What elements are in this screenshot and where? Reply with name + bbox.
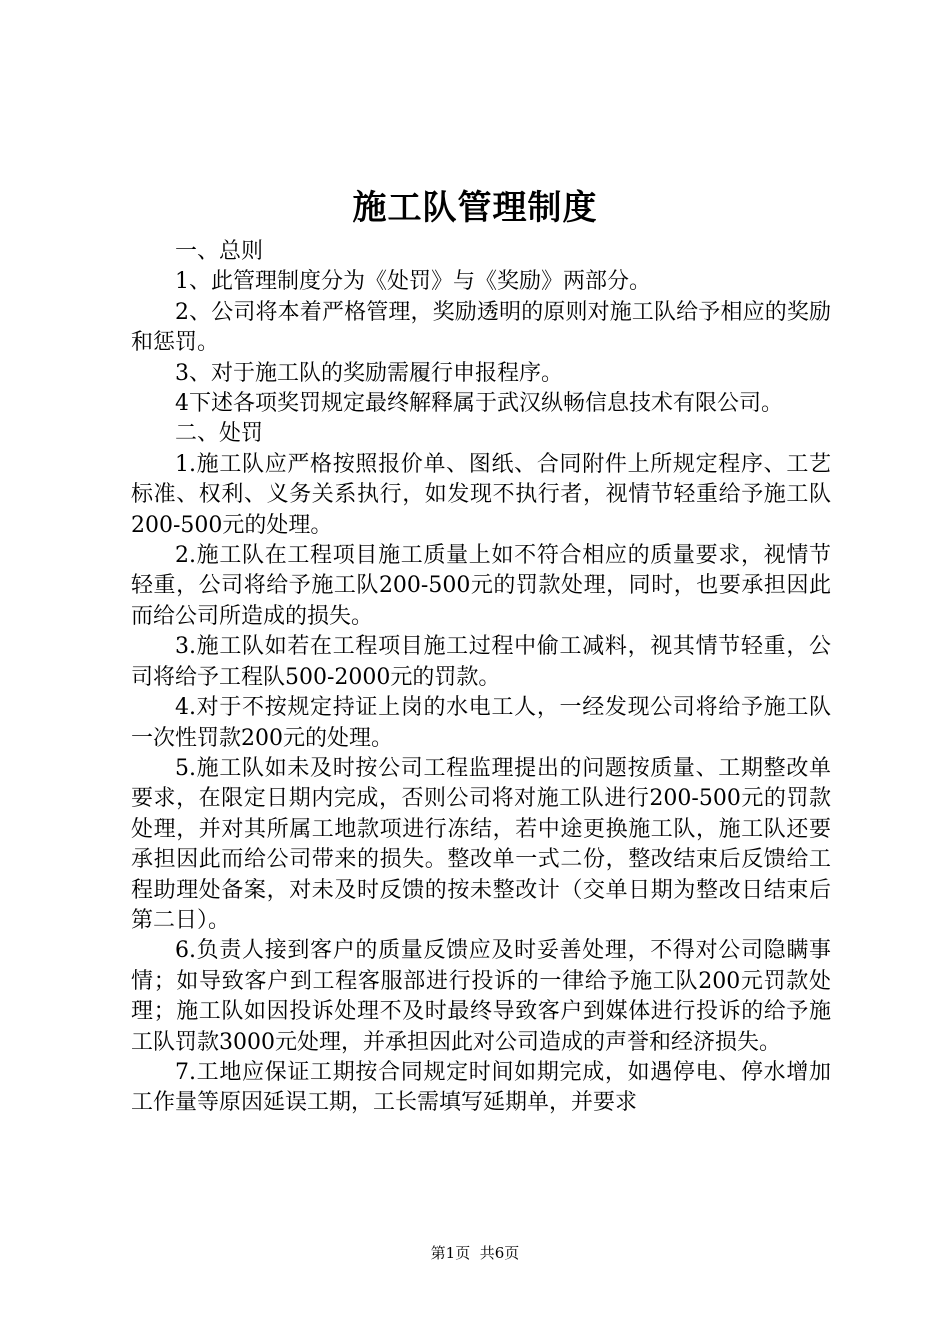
page-footer	[0, 1243, 950, 1263]
paragraph: 1、此管理制度分为《处罚》与《奖励》两部分。	[175, 269, 651, 295]
section-heading: 二、处罚	[175, 421, 264, 447]
section-heading: 一、总则	[175, 239, 264, 264]
paragraph: 2.施工队在工程项目施工质量上如不符合相应的质量要求，视情节轻重，公司将给予施工队200-500元的罚款处理，同时，也要承担因此而给公司所造成的损失。	[131, 543, 831, 629]
paragraph: 6.负责人接到客户的质量反馈应及时妥善处理，不得对公司隐瞒事情；如导致客户到工程客服部进行投诉的一律给予施工队200元罚款处理；施工队如因投诉处理不及时最终导致客户到媒体进行投诉的给予施工队罚款3000元处理，并承担因此对公司造成的声誉和经济损失。	[131, 938, 831, 1055]
paragraph: 7.工地应保证工期按合同规定时间如期完成，如遇停电、停水增加工作量等原因延误工期，工长需填写延期单，并要求	[131, 1059, 831, 1116]
page-number: 第1页	[430, 1244, 471, 1262]
paragraph: 5.施工队如未及时按公司工程监理提出的问题按质量、工期整改单要求，在限定日期内完成，否则公司将对施工队进行200-500元的罚款处理，并对其所属工地款项进行冻结，若中途更换施工队，施工队还要承担因此而给公司带来的损失。整改单一式二份，整改结束后反馈给工程助理处备案，对未及时反馈的按未整改计（交单日期为整改日结束后第二日）。	[131, 755, 831, 933]
paragraph: 4.对于不按规定持证上岗的水电工人，一经发现公司将给予施工队一次性罚款200元的处理。	[131, 695, 831, 751]
paragraph: 4下述各项奖罚规定最终解释属于武汉纵畅信息技术有限公司。	[175, 391, 783, 417]
paragraph: 3.施工队如若在工程项目施工过程中偷工减料，视其情节轻重，公司将给予工程队500-2000元的罚款。	[131, 634, 831, 690]
paragraph: 1.施工队应严格按照报价单、图纸、合同附件上所规定程序、工艺标准、权利、义务关系执行，如发现不执行者，视情节轻重给予施工队200-500元的处理。	[131, 451, 831, 538]
document-title: 施工队管理制度	[352, 188, 598, 228]
paragraph: 2、公司将本着严格管理，奖励透明的原则对施工队给予相应的奖励和惩罚。	[131, 299, 831, 356]
document-body	[131, 237, 831, 1119]
page-total: 共6页	[479, 1244, 520, 1262]
paragraph: 3、对于施工队的奖励需履行申报程序。	[175, 360, 563, 386]
